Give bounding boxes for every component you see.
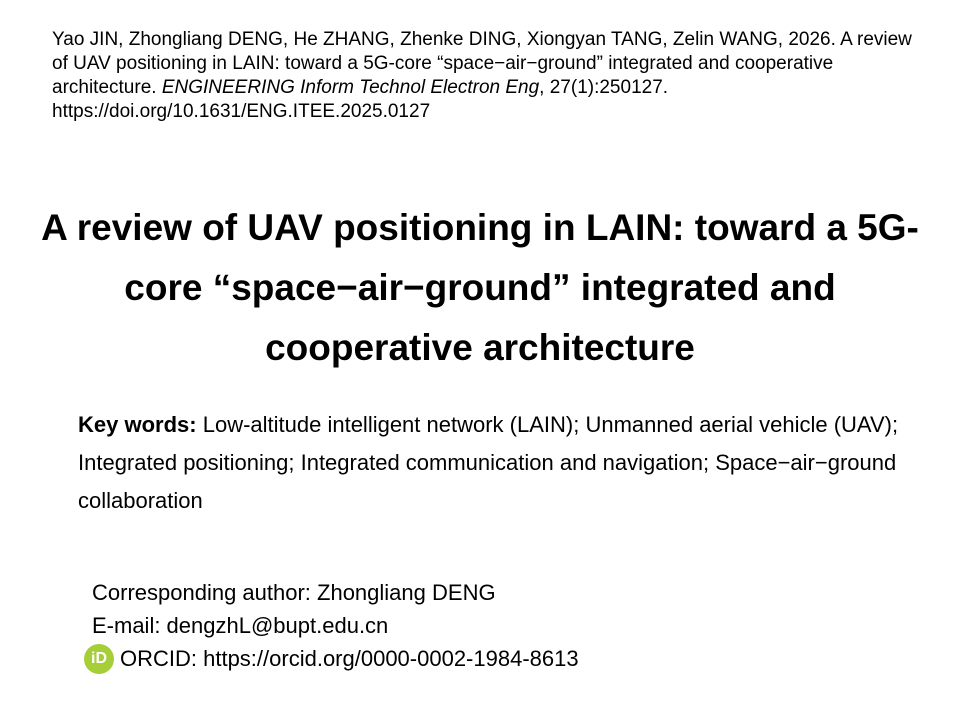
citation-block	[52, 28, 912, 124]
citation-journal: ENGINEERING Inform Technol Electron Eng	[161, 77, 540, 98]
citation-authors-title: Yao JIN, Zhongliang DENG, He ZHANG, Zhenke DING, Xiongyan TANG, Zelin WANG, 2026. A review of UAV positioning in LAIN: toward a 5G-core “space−air−ground” integrated and cooperative architecture.	[52, 29, 912, 98]
orcid-icon: iD	[84, 644, 114, 674]
keywords-label: Key words:	[78, 412, 197, 437]
keywords-text: Low-altitude intelligent network (LAIN); Unmanned aerial vehicle (UAV); Integrated positioning; Integrated communication and navigation; Space−air−ground collaboration	[78, 412, 899, 513]
orcid-link[interactable]: ORCID: https://orcid.org/0000-0002-1984-8613	[120, 646, 579, 671]
corresponding-author: Corresponding author: Zhongliang DENG	[92, 580, 496, 605]
corresponding-author-block	[92, 576, 912, 675]
citation-volume-pages: , 27(1):250127.	[539, 77, 669, 98]
citation-doi[interactable]: https://doi.org/10.1631/ENG.ITEE.2025.0127	[52, 101, 431, 122]
keywords-block	[78, 406, 908, 520]
orcid-row	[92, 642, 912, 675]
email-line[interactable]: E-mail: dengzhL@bupt.edu.cn	[92, 613, 389, 638]
paper-title: A review of UAV positioning in LAIN: toward a 5G-core “space−air−ground” integrated and cooperative architecture	[41, 207, 919, 368]
